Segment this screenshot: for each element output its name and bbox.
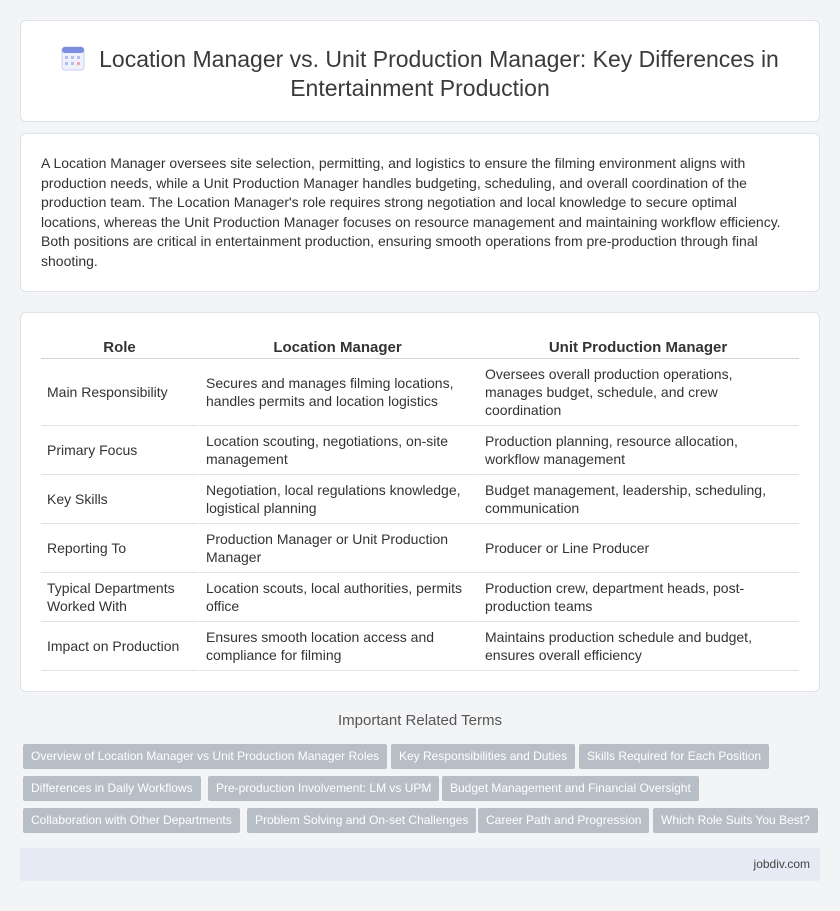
comparison-table-card [20, 312, 820, 692]
header-card [20, 20, 820, 122]
related-term-tag[interactable]: Key Responsibilities and Duties [391, 744, 575, 769]
table-header-row [41, 333, 799, 359]
row-label: Reporting To [41, 524, 198, 573]
upm-cell: Maintains production schedule and budget, ensures overall efficiency [477, 622, 799, 671]
location-manager-cell: Secures and manages filming locations, handles permits and location logistics [198, 359, 477, 426]
footer [20, 848, 820, 881]
header-role: Role [41, 333, 198, 359]
related-term-tag[interactable]: Overview of Location Manager vs Unit Production Manager Roles [23, 744, 387, 769]
table-row [41, 573, 799, 622]
location-manager-cell: Production Manager or Unit Production Manager [198, 524, 477, 573]
related-terms-title: Important Related Terms [338, 712, 502, 729]
upm-cell: Oversees overall production operations, manages budget, schedule, and crew coordination [477, 359, 799, 426]
related-term-tag[interactable]: Pre-production Involvement: LM vs UPM [208, 776, 439, 801]
footer-site-link[interactable]: jobdiv.com [753, 857, 810, 871]
comparison-table [41, 333, 799, 671]
related-term-tag[interactable]: Differences in Daily Workflows [23, 776, 201, 801]
location-manager-cell: Negotiation, local regulations knowledge, logistical planning [198, 475, 477, 524]
row-label: Typical Departments Worked With [41, 573, 198, 622]
document-icon [61, 45, 85, 71]
table-row [41, 622, 799, 671]
location-manager-cell: Location scouts, local authorities, permits office [198, 573, 477, 622]
page-title [41, 45, 799, 103]
related-term-tag[interactable]: Problem Solving and On-set Challenges [247, 808, 476, 833]
table-row [41, 524, 799, 573]
related-term-tag[interactable]: Skills Required for Each Position [579, 744, 769, 769]
upm-cell: Production crew, department heads, post-production teams [477, 573, 799, 622]
row-label: Impact on Production [41, 622, 198, 671]
intro-paragraph: A Location Manager oversees site selection, permitting, and logistics to ensure the filming environment aligns with production needs, while a Unit Production Manager handles budgeting, scheduling, and overall coordination of the production team. The Location Manager's role requires strong negotiation and local knowledge to secure optimal locations, whereas the Unit Production Manager focuses on resource management and maintaining workflow efficiency. Both positions are critical in entertainment production, ensuring smooth operations from pre-production through final shooting. [41, 155, 781, 269]
table-row [41, 359, 799, 426]
related-term-tag[interactable]: Collaboration with Other Departments [23, 808, 240, 833]
upm-cell: Production planning, resource allocation, workflow management [477, 426, 799, 475]
location-manager-cell: Ensures smooth location access and compliance for filming [198, 622, 477, 671]
location-manager-cell: Location scouting, negotiations, on-site management [198, 426, 477, 475]
title-line-1: Location Manager vs. Unit Production Manager: Key Differences in [99, 46, 779, 72]
title-line-2: Entertainment Production [290, 75, 550, 101]
upm-cell: Producer or Line Producer [477, 524, 799, 573]
upm-cell: Budget management, leadership, scheduling, communication [477, 475, 799, 524]
table-row [41, 426, 799, 475]
related-term-tag[interactable]: Which Role Suits You Best? [653, 808, 818, 833]
row-label: Key Skills [41, 475, 198, 524]
row-label: Primary Focus [41, 426, 198, 475]
header-location-manager: Location Manager [198, 333, 477, 359]
intro-card [20, 133, 820, 292]
related-term-tag[interactable]: Budget Management and Financial Oversight [442, 776, 699, 801]
table-row [41, 475, 799, 524]
header-unit-production-manager: Unit Production Manager [477, 333, 799, 359]
related-term-tag[interactable]: Career Path and Progression [478, 808, 649, 833]
row-label: Main Responsibility [41, 359, 198, 426]
